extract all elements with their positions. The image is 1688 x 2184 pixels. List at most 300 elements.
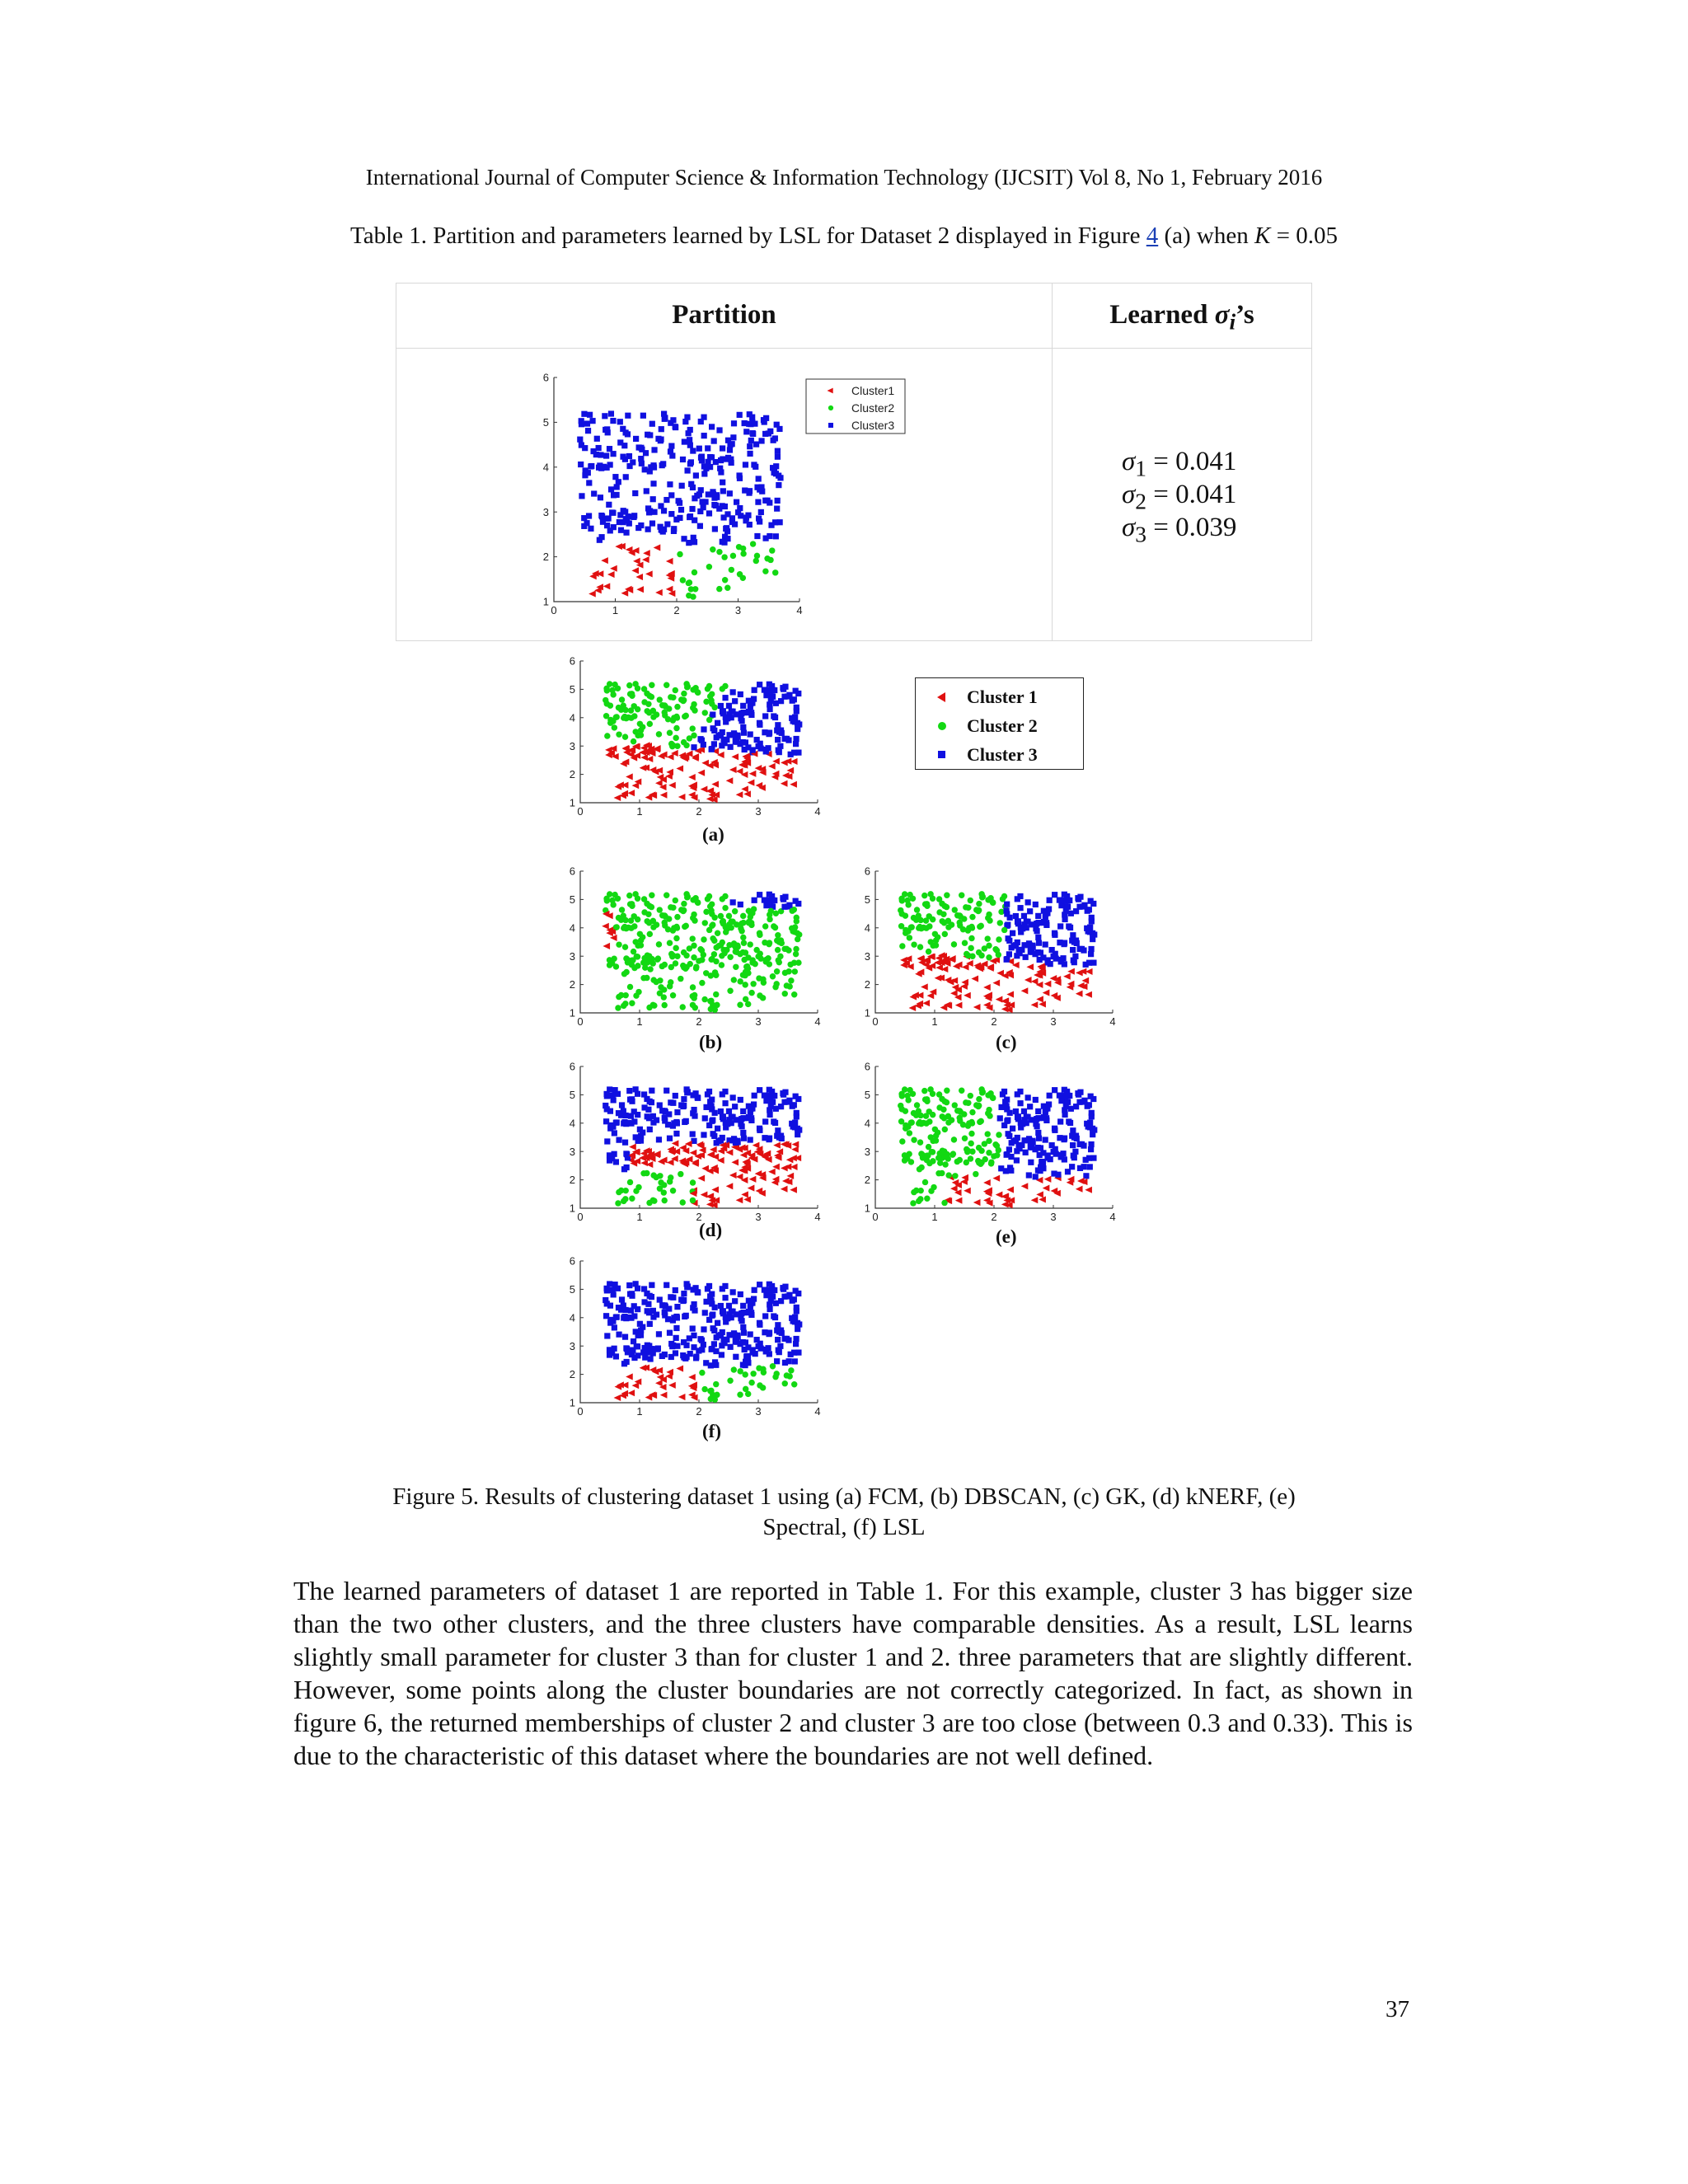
cluster2-point bbox=[985, 897, 991, 902]
x-tick-label: 4 bbox=[796, 604, 803, 616]
cluster3-point bbox=[617, 519, 622, 525]
cluster1-point bbox=[701, 760, 709, 766]
cluster3-point bbox=[727, 490, 733, 496]
cluster3-point bbox=[742, 747, 748, 752]
cluster3-point bbox=[1049, 947, 1055, 953]
cluster1-point bbox=[643, 550, 650, 556]
cluster2-point bbox=[954, 1108, 960, 1113]
cluster3-point bbox=[616, 1305, 621, 1310]
cluster2-point bbox=[612, 724, 617, 730]
cluster3-point bbox=[774, 422, 780, 428]
cluster3-point bbox=[701, 504, 706, 510]
cluster3-point bbox=[729, 1113, 734, 1119]
cluster3-point bbox=[1026, 942, 1032, 948]
cluster3-point bbox=[613, 492, 619, 498]
cluster3-point bbox=[749, 415, 755, 420]
cluster2-point bbox=[791, 1381, 797, 1387]
cluster1-point bbox=[666, 586, 673, 593]
cluster3-point bbox=[788, 752, 794, 757]
cluster2-point bbox=[674, 704, 680, 710]
cluster3-point bbox=[623, 530, 629, 536]
cluster3-point bbox=[1046, 1101, 1052, 1107]
cluster3-point bbox=[701, 1326, 706, 1332]
panel-label-a: (a) bbox=[702, 824, 724, 845]
cluster3-point bbox=[706, 1122, 712, 1128]
cluster2-point bbox=[607, 702, 613, 708]
cluster3-point bbox=[661, 411, 667, 417]
cluster2-point bbox=[909, 1119, 915, 1125]
cluster3-point bbox=[1085, 1104, 1090, 1109]
cluster1-point bbox=[1031, 1001, 1039, 1008]
cluster3-point bbox=[1071, 958, 1076, 963]
cluster2-point bbox=[690, 915, 696, 921]
y-tick-label: 5 bbox=[569, 1282, 575, 1296]
body-paragraph: The learned parameters of dataset 1 are reported in Table 1. For this example, cluster 3 has bigger size than the two other clusters, and the three clusters have comparable densities. As a result, LSL learns slightly small parameter for cluster 3 than for cluster 1 and 2. three parameters that are slightly different. However, some points along the cluster boundaries are not correctly categorized. In fact, as shown in figure 6, the returned memberships of cluster 2 and cluster 3 are too close (between 0.3 and 0.33). This is due to the characteristic of this dataset where the boundaries are not well defined. bbox=[293, 1576, 1413, 1770]
cluster2-point bbox=[984, 935, 990, 941]
table-divider-horizontal bbox=[396, 348, 1311, 349]
cluster3-point bbox=[668, 1341, 674, 1347]
x-tick-label: 0 bbox=[577, 1405, 584, 1418]
cluster3-point bbox=[740, 703, 746, 709]
cluster3-point bbox=[645, 505, 651, 511]
cluster3-point bbox=[740, 724, 746, 730]
cluster2-point bbox=[657, 907, 663, 912]
cluster2-point bbox=[828, 405, 833, 410]
cluster2-point bbox=[941, 920, 947, 926]
cluster2-point bbox=[701, 936, 706, 942]
cluster2-point bbox=[673, 725, 679, 731]
cluster3-point bbox=[1018, 1120, 1024, 1126]
cluster3-point bbox=[1013, 913, 1019, 919]
cluster3-point bbox=[726, 1303, 732, 1309]
cluster3-point bbox=[732, 1104, 738, 1109]
cluster2-point bbox=[760, 977, 766, 982]
cluster1-point bbox=[614, 1394, 621, 1401]
cluster3-point bbox=[709, 1347, 715, 1352]
cluster3-point bbox=[782, 1360, 788, 1366]
cluster3-point bbox=[738, 902, 743, 907]
cluster3-point bbox=[722, 1100, 728, 1106]
cluster2-point bbox=[645, 701, 651, 707]
cluster3-point bbox=[687, 437, 692, 443]
cluster3-point bbox=[1067, 925, 1073, 930]
cluster2-point bbox=[656, 731, 662, 737]
cluster3-point bbox=[720, 488, 726, 494]
cluster3-point bbox=[586, 480, 592, 485]
cluster2-point bbox=[750, 541, 756, 546]
cluster3-point bbox=[625, 413, 631, 419]
cluster3-point bbox=[1085, 908, 1090, 914]
x-tick-label: 4 bbox=[814, 1211, 821, 1223]
cluster3-point bbox=[1088, 1141, 1094, 1147]
cluster3-point bbox=[688, 481, 694, 487]
cluster3-point bbox=[781, 904, 787, 910]
cluster1-point bbox=[790, 1187, 797, 1193]
cluster2-point bbox=[670, 992, 676, 998]
cluster3-point bbox=[687, 443, 693, 448]
cluster2-point bbox=[927, 891, 933, 897]
cluster1-point bbox=[790, 781, 797, 788]
cluster2-point bbox=[710, 921, 715, 927]
cluster3-point bbox=[793, 1336, 799, 1342]
cluster3-point bbox=[1026, 1137, 1032, 1143]
cluster3-point bbox=[728, 744, 734, 750]
cluster2-point bbox=[786, 1373, 792, 1379]
cluster2-point bbox=[626, 893, 632, 898]
y-tick-label: 1 bbox=[569, 796, 575, 809]
x-tick-label: 0 bbox=[872, 1015, 879, 1028]
cluster3-point bbox=[690, 1286, 696, 1292]
cluster3-point bbox=[613, 1159, 619, 1165]
cluster3-point bbox=[649, 421, 655, 427]
cluster2-point bbox=[710, 546, 715, 552]
cluster3-point bbox=[751, 1296, 757, 1301]
cluster2-point bbox=[968, 925, 973, 930]
cluster3-point bbox=[750, 431, 756, 437]
cluster2-point bbox=[750, 1371, 756, 1376]
cluster1-point bbox=[1021, 1183, 1029, 1189]
cluster2-point bbox=[741, 957, 747, 963]
cluster3-point bbox=[690, 1110, 696, 1116]
cluster2-point bbox=[667, 729, 673, 735]
cluster3-point bbox=[1088, 1094, 1094, 1099]
sigma-1-sub: 1 bbox=[1135, 455, 1147, 481]
cluster3-point bbox=[667, 1330, 673, 1336]
cluster2-point bbox=[911, 1137, 917, 1142]
cluster2-point bbox=[701, 996, 707, 1002]
cluster2-point bbox=[680, 908, 686, 914]
cluster2-point bbox=[978, 1160, 983, 1166]
cluster3-point bbox=[1041, 908, 1047, 914]
cluster3-point bbox=[1017, 905, 1023, 911]
cluster2-point bbox=[935, 1129, 940, 1135]
x-tick-label: 1 bbox=[612, 604, 619, 616]
cluster3-point bbox=[758, 1346, 764, 1352]
y-tick-label: 1 bbox=[569, 1396, 575, 1409]
cluster3-point bbox=[741, 1136, 747, 1141]
cluster3-point bbox=[673, 1335, 679, 1341]
cluster3-point bbox=[720, 480, 725, 485]
cluster3-point bbox=[749, 419, 755, 425]
cluster2-point bbox=[616, 705, 621, 710]
cluster3-point bbox=[718, 703, 724, 709]
cluster2-point bbox=[724, 947, 729, 953]
cluster3-point bbox=[598, 494, 603, 500]
cluster3-point bbox=[738, 1097, 743, 1103]
cluster1-point bbox=[607, 571, 615, 578]
cluster2-point bbox=[914, 907, 920, 912]
x-tick-label: 0 bbox=[551, 604, 557, 616]
cluster3-point bbox=[1090, 1132, 1095, 1137]
y-tick-label: 2 bbox=[569, 768, 575, 781]
cluster3-point bbox=[633, 436, 639, 442]
cluster2-point bbox=[673, 898, 678, 903]
cluster2-point bbox=[621, 1003, 626, 1009]
cluster3-point bbox=[642, 466, 648, 472]
cluster2-point bbox=[731, 942, 737, 948]
cluster3-point bbox=[742, 487, 748, 493]
cluster3-point bbox=[777, 475, 783, 480]
x-tick-label: 2 bbox=[991, 1211, 997, 1223]
cluster3-point bbox=[757, 1282, 762, 1287]
cluster3-point bbox=[631, 1355, 637, 1361]
cluster1-point bbox=[626, 546, 633, 553]
cluster3-point bbox=[607, 1108, 613, 1114]
cluster2-point bbox=[699, 957, 705, 963]
y-tick-label: 3 bbox=[542, 505, 549, 518]
cluster2-point bbox=[757, 992, 762, 998]
cluster3-point bbox=[740, 1324, 746, 1330]
cluster3-point bbox=[640, 1349, 646, 1355]
x-tick-label: 3 bbox=[1050, 1211, 1057, 1223]
cluster2-point bbox=[662, 920, 668, 926]
cluster3-point bbox=[723, 1315, 729, 1320]
cluster3-point bbox=[775, 1337, 781, 1343]
cluster2-point bbox=[951, 1137, 957, 1142]
cluster2-point bbox=[753, 947, 759, 953]
cluster3-point bbox=[660, 461, 666, 466]
cluster2-point bbox=[631, 949, 636, 954]
cluster3-point bbox=[780, 685, 785, 691]
square-marker-icon bbox=[934, 743, 950, 767]
cluster3-point bbox=[728, 1344, 734, 1350]
cluster2-point bbox=[988, 1159, 994, 1165]
cluster3-point bbox=[674, 1304, 680, 1310]
cluster3-point bbox=[723, 526, 729, 532]
cluster3-point bbox=[763, 747, 769, 752]
cluster2-point bbox=[737, 571, 743, 577]
cluster2-point bbox=[790, 926, 796, 932]
cluster3-point bbox=[701, 463, 707, 469]
y-tick-label: 5 bbox=[569, 893, 575, 906]
cluster2-point bbox=[975, 1104, 981, 1109]
cluster2-point bbox=[681, 901, 687, 907]
cluster1-point bbox=[781, 1165, 788, 1171]
cluster2-point bbox=[625, 959, 631, 965]
cluster2-point bbox=[716, 586, 722, 592]
cluster3-point bbox=[1010, 1126, 1015, 1132]
cluster3-point bbox=[1024, 918, 1029, 924]
cluster3-point bbox=[773, 533, 779, 539]
cluster2-point bbox=[899, 943, 905, 949]
cluster2-point bbox=[757, 955, 763, 961]
cluster3-point bbox=[703, 1360, 709, 1366]
cluster3-point bbox=[726, 703, 732, 709]
cluster3-point bbox=[680, 1104, 686, 1109]
scatter-plot-c bbox=[849, 861, 1146, 1034]
cluster2-point bbox=[642, 964, 648, 970]
cluster3-point bbox=[607, 1122, 613, 1128]
cluster2-point bbox=[663, 682, 669, 688]
x-tick-label: 0 bbox=[872, 1211, 879, 1223]
cluster2-point bbox=[710, 935, 715, 941]
x-tick-label: 4 bbox=[1109, 1015, 1116, 1028]
cluster3-point bbox=[775, 722, 781, 728]
cluster3-point bbox=[776, 482, 781, 488]
cluster3-point bbox=[640, 413, 646, 419]
cluster3-point bbox=[762, 431, 768, 437]
cluster2-point bbox=[659, 963, 665, 969]
cluster3-point bbox=[1015, 896, 1020, 902]
table-caption-text-2: (a) when bbox=[1158, 223, 1254, 249]
cluster3-point bbox=[638, 1332, 644, 1338]
cluster3-point bbox=[641, 1091, 647, 1097]
x-tick-label: 1 bbox=[636, 1405, 643, 1418]
cluster3-point bbox=[1070, 1127, 1076, 1133]
y-tick-label: 6 bbox=[864, 865, 870, 878]
cluster2-point bbox=[769, 547, 775, 553]
cluster3-point bbox=[740, 1130, 746, 1136]
cluster3-point bbox=[659, 527, 665, 533]
cluster3-point bbox=[746, 710, 752, 715]
cluster1-point bbox=[773, 1142, 781, 1149]
cluster3-point bbox=[746, 1104, 752, 1109]
cluster2-point bbox=[911, 1110, 917, 1116]
cluster3-point bbox=[647, 1127, 653, 1132]
cluster3-point bbox=[748, 731, 753, 737]
cluster2-point bbox=[762, 568, 768, 574]
cluster3-point bbox=[578, 462, 584, 467]
cluster1-point bbox=[983, 1179, 991, 1186]
cluster3-point bbox=[731, 420, 737, 426]
scatter-svg bbox=[849, 1057, 1146, 1230]
cluster1-point bbox=[711, 1187, 719, 1193]
cluster3-point bbox=[729, 1315, 734, 1320]
cluster3-point bbox=[622, 1334, 628, 1340]
cluster2-point bbox=[762, 940, 767, 945]
cluster2-point bbox=[985, 1092, 991, 1098]
cluster3-point bbox=[664, 521, 670, 527]
cluster3-point bbox=[667, 481, 673, 487]
cluster3-point bbox=[622, 457, 628, 462]
cluster3-point bbox=[1015, 1113, 1021, 1119]
cluster1-point bbox=[992, 980, 1000, 987]
cluster2-point bbox=[734, 921, 739, 927]
cluster3-point bbox=[679, 483, 685, 489]
cluster1-point bbox=[996, 1192, 1003, 1198]
x-tick-label: 3 bbox=[734, 604, 742, 616]
cluster2-point bbox=[923, 925, 929, 930]
figure-caption-line-2: Spectral, (f) LSL bbox=[762, 1514, 926, 1540]
cluster3-point bbox=[1004, 957, 1010, 963]
cluster2-point bbox=[978, 1086, 984, 1092]
cluster2-point bbox=[713, 972, 719, 978]
cluster3-point bbox=[616, 479, 621, 485]
cluster3-point bbox=[690, 1305, 696, 1310]
cluster2-point bbox=[996, 1132, 1001, 1137]
cluster2-point bbox=[628, 925, 634, 930]
cluster3-point bbox=[631, 1108, 637, 1114]
x-tick-label: 3 bbox=[755, 1405, 762, 1418]
cluster3-point bbox=[1027, 908, 1033, 914]
cluster3-point bbox=[722, 504, 728, 509]
cluster2-point bbox=[670, 1188, 676, 1193]
cluster2-point bbox=[727, 954, 733, 960]
cluster2-point bbox=[757, 932, 762, 938]
cluster2-point bbox=[638, 732, 644, 738]
y-tick-label: 6 bbox=[569, 1254, 575, 1268]
cluster3-point bbox=[1076, 904, 1082, 910]
y-tick-label: 4 bbox=[864, 1117, 870, 1130]
cluster1-point bbox=[726, 1183, 734, 1189]
cluster2-point bbox=[646, 920, 652, 926]
y-tick-label: 2 bbox=[542, 551, 549, 564]
cluster3-point bbox=[1035, 920, 1041, 926]
cluster2-point bbox=[968, 1131, 974, 1137]
cluster3-point bbox=[683, 1343, 689, 1348]
sigma-2-symbol: σ bbox=[1122, 480, 1136, 509]
cluster3-point bbox=[588, 463, 594, 469]
cluster2-point bbox=[770, 973, 776, 979]
cluster3-point bbox=[781, 1294, 787, 1300]
cluster2-point bbox=[627, 1179, 633, 1185]
cluster3-point bbox=[1088, 898, 1094, 904]
cluster2-point bbox=[746, 908, 752, 914]
cluster1-point bbox=[660, 1392, 668, 1399]
cluster2-point bbox=[708, 697, 714, 703]
cluster3-point bbox=[673, 1120, 679, 1126]
cluster3-point bbox=[790, 698, 795, 704]
cluster1-point bbox=[711, 781, 719, 788]
cluster3-point bbox=[1023, 954, 1029, 960]
cluster2-point bbox=[743, 1386, 748, 1392]
sigma-3-sub: 3 bbox=[1135, 521, 1147, 547]
cluster3-point bbox=[628, 1121, 634, 1127]
cluster3-point bbox=[681, 1096, 687, 1102]
cluster1-point bbox=[940, 1004, 948, 1010]
cluster2-point bbox=[794, 918, 799, 924]
cluster3-point bbox=[732, 1298, 738, 1304]
cluster2-point bbox=[960, 1122, 966, 1127]
cluster3-point bbox=[757, 1322, 762, 1328]
cluster3-point bbox=[603, 452, 609, 458]
cluster2-point bbox=[640, 1170, 646, 1176]
cluster2-point bbox=[943, 1154, 949, 1160]
cluster3-point bbox=[614, 484, 620, 490]
cluster3-point bbox=[710, 725, 716, 731]
x-tick-label: 3 bbox=[755, 805, 762, 818]
figure-4-link[interactable]: 4 bbox=[1146, 223, 1159, 249]
x-tick-label: 2 bbox=[696, 1015, 702, 1028]
cluster3-point bbox=[746, 1115, 752, 1121]
cluster2-point bbox=[942, 931, 948, 937]
cluster3-point bbox=[609, 509, 615, 515]
cluster2-point bbox=[668, 1174, 673, 1180]
cluster3-point bbox=[782, 1336, 788, 1342]
y-tick-label: 4 bbox=[569, 1117, 575, 1130]
x-tick-label: 0 bbox=[577, 1015, 584, 1028]
cluster3-point bbox=[1003, 1103, 1009, 1108]
cluster2-point bbox=[968, 1141, 973, 1146]
cluster3-point bbox=[673, 1131, 679, 1137]
cluster2-point bbox=[903, 912, 908, 918]
cluster2-point bbox=[772, 925, 778, 930]
cluster1-point bbox=[738, 762, 746, 768]
cluster3-point bbox=[606, 515, 612, 521]
cluster3-point bbox=[649, 520, 655, 526]
column-header-partition: Partition bbox=[672, 300, 776, 330]
cluster2-point bbox=[690, 687, 696, 692]
cluster3-point bbox=[693, 472, 699, 478]
cluster3-point bbox=[690, 448, 696, 453]
cluster3-point bbox=[689, 506, 695, 512]
cluster3-point bbox=[778, 1133, 784, 1139]
cluster3-point bbox=[656, 1331, 662, 1337]
cluster3-point bbox=[758, 509, 764, 515]
cluster2-point bbox=[622, 992, 628, 998]
cluster3-point bbox=[604, 1138, 610, 1144]
column-header-learned-sigma bbox=[1053, 300, 1311, 335]
